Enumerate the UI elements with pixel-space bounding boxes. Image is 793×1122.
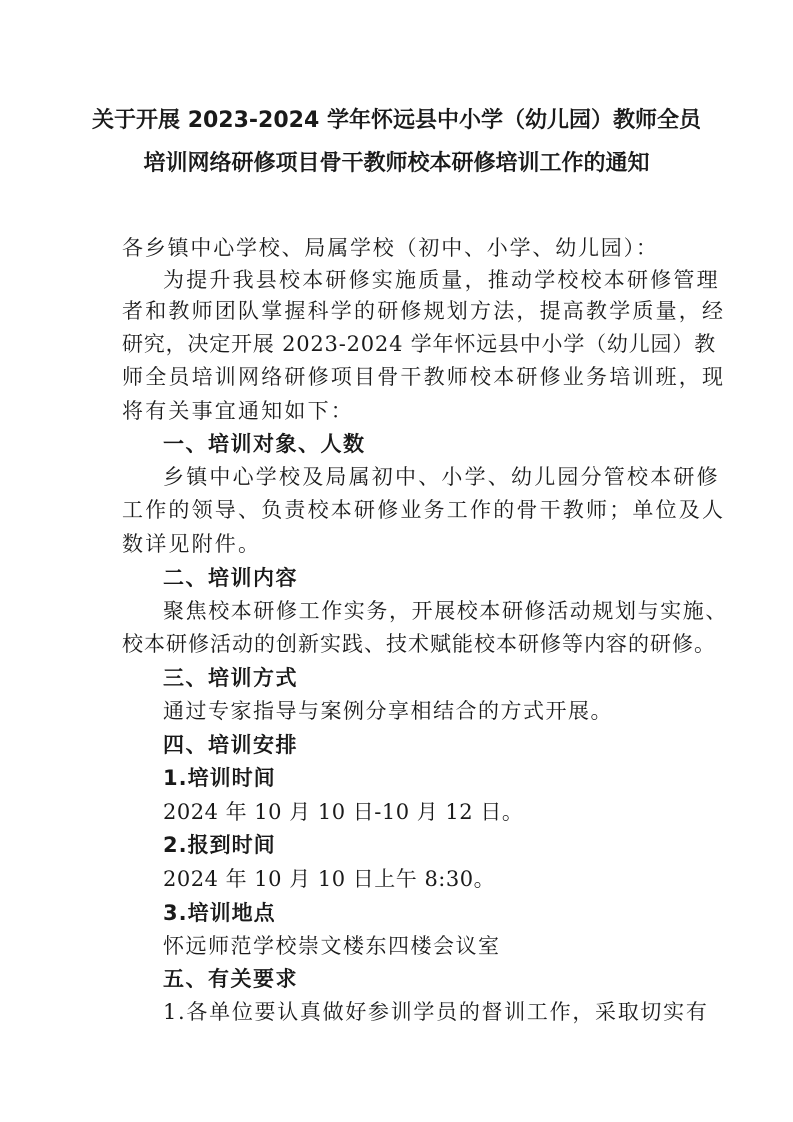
document-title-line-2: 培训网络研修项目骨干教师校本研修培训工作的通知 bbox=[143, 151, 650, 176]
training-time-text: 2024 年 10 月 10 日-10 月 12 日。 bbox=[163, 800, 524, 824]
section-4-heading: 四、培训安排 bbox=[163, 733, 298, 757]
check-in-time-heading: 2.报到时间 bbox=[163, 833, 276, 857]
intro-line: 者和教师团队掌握科学的研修规划方法，提高教学质量，经 bbox=[122, 299, 726, 323]
section-3-heading: 三、培训方式 bbox=[163, 666, 298, 690]
section-5-line: 1.各单位要认真做好参训学员的督训工作，采取切实有 bbox=[163, 1000, 709, 1024]
training-location-text: 怀远师范学校崇文楼东四楼会议室 bbox=[163, 934, 501, 958]
salutation: 各乡镇中心学校、局属学校（初中、小学、幼儿园）： bbox=[122, 236, 659, 260]
training-location-heading: 3.培训地点 bbox=[163, 901, 276, 925]
section-1-line: 数详见附件。 bbox=[122, 532, 262, 556]
section-1-heading: 一、培训对象、人数 bbox=[163, 432, 366, 456]
section-2-heading: 二、培训内容 bbox=[163, 566, 298, 590]
section-2-line: 校本研修活动的创新实践、技术赋能校本研修等内容的研修。 bbox=[122, 632, 716, 656]
section-1-line: 乡镇中心学校及局属初中、小学、幼儿园分管校本研修 bbox=[163, 465, 720, 489]
intro-line: 研究，决定开展 2023-2024 学年怀远县中小学（幼儿园）教 bbox=[122, 332, 716, 356]
section-3-line: 通过专家指导与案例分享相结合的方式开展。 bbox=[163, 699, 613, 723]
section-1-line: 工作的领导、负责校本研修业务工作的骨干教师；单位及人 bbox=[122, 498, 726, 522]
intro-line: 师全员培训网络研修项目骨干教师校本研修业务培训班，现 bbox=[122, 365, 726, 389]
section-2-line: 聚焦校本研修工作实务，开展校本研修活动规划与实施、 bbox=[163, 599, 728, 623]
intro-line: 为提升我县校本研修实施质量，推动学校校本研修管理 bbox=[163, 268, 720, 292]
intro-line: 将有关事宜通知如下： bbox=[122, 399, 354, 423]
section-5-heading: 五、有关要求 bbox=[163, 967, 298, 991]
training-time-heading: 1.培训时间 bbox=[163, 766, 276, 790]
check-in-time-text: 2024 年 10 月 10 日上午 8:30。 bbox=[163, 867, 496, 891]
document-title-line-1: 关于开展 2023-2024 学年怀远县中小学（幼儿园）教师全员 bbox=[92, 108, 701, 133]
